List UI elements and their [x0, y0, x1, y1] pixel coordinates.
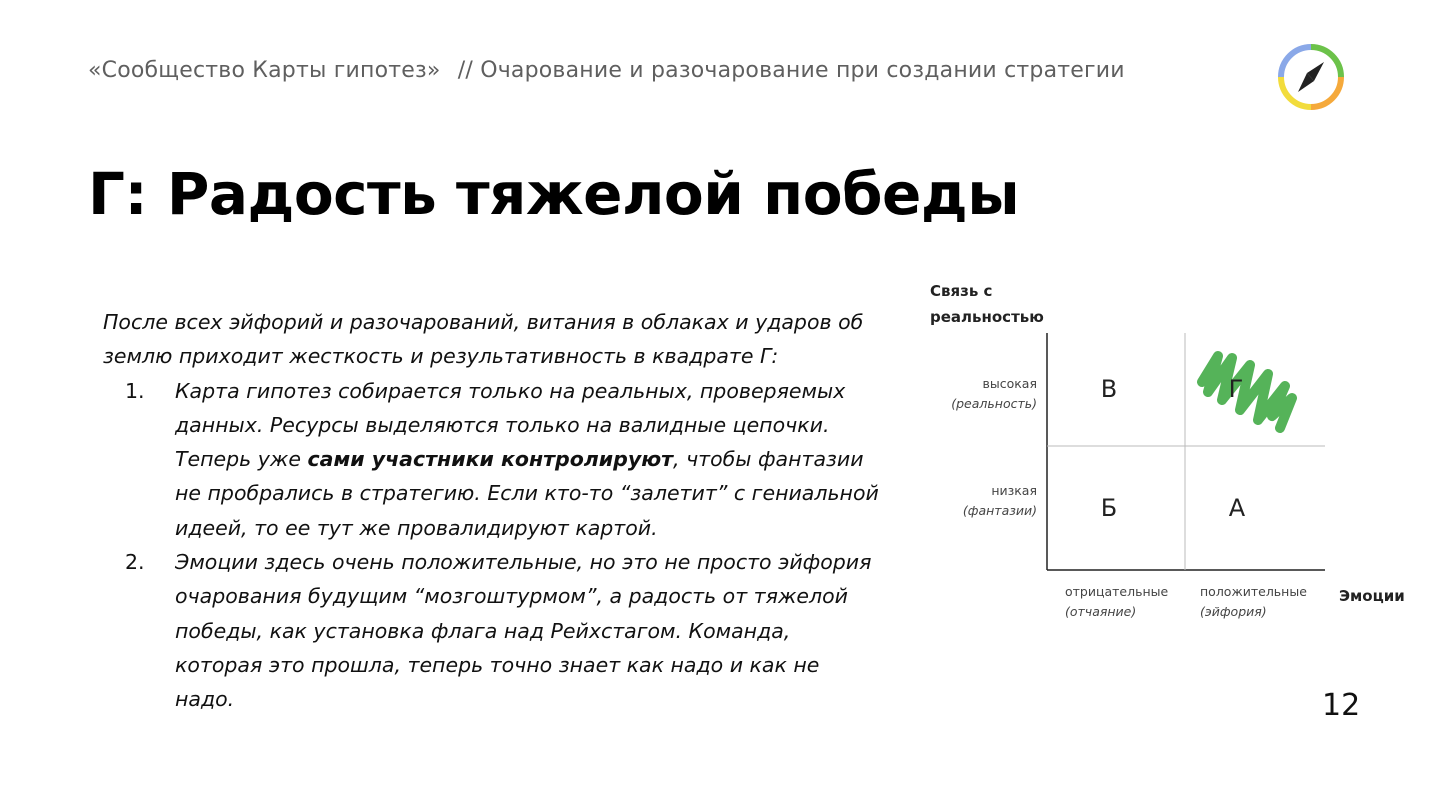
row-label-low: низкая — [991, 483, 1037, 498]
quadrant-v-label: В — [1100, 375, 1118, 403]
page-number: 12 — [1322, 688, 1361, 723]
slide-title: Г: Радость тяжелой победы — [88, 160, 1020, 228]
list-number: 2. — [125, 550, 145, 575]
row-label-high: высокая — [982, 376, 1037, 391]
column-sublabel-negative: (отчаяние) — [1065, 604, 1137, 619]
quadrant-matrix — [900, 270, 1420, 630]
list-number: 1. — [125, 378, 145, 403]
list-text: Эмоции здесь очень положительные, но это не просто эйфория очарования будущим “мозгоштурмом”, а радость от тяжелой победы, как установка флага над Рейхстагом. Команда, которая это прошла, теперь точно знает как надо и как не надо. — [175, 550, 872, 712]
row-sublabel-high: (реальность) — [951, 396, 1037, 411]
intro-paragraph: После всех эйфорий и разочарований, витания в облаках и ударов об землю приходит жесткость и результативность в квадрате Г: — [103, 310, 864, 369]
list-item — [103, 374, 883, 545]
body-text — [103, 305, 883, 717]
quadrant-g-label: Г — [1228, 375, 1244, 403]
compass-icon — [1278, 44, 1344, 110]
topic-name: Очарование и разочарование при создании стратегии — [480, 58, 1125, 83]
y-axis-title: реальностью — [930, 308, 1044, 326]
header-separator: // — [457, 58, 473, 83]
row-sublabel-low: (фантазии) — [962, 503, 1037, 518]
y-axis-title: Связь с — [930, 282, 993, 300]
column-sublabel-positive: (эйфория) — [1200, 604, 1267, 619]
list-text: Карта гипотез собирается только на реальных, проверяемых данных. Ресурсы выделяются только на валидные цепочки. Теперь уже — [175, 378, 846, 472]
list-text: , чтобы фантазии не пробрались в стратегию. Если кто-то “залетит” с гениальной идеей, то ее тут же провалидируют картой. — [175, 447, 879, 540]
list-item — [103, 545, 883, 716]
list-bold-text: сами участники контролируют — [307, 447, 674, 472]
scribble-highlight — [1202, 356, 1292, 428]
quadrant-a-label: А — [1228, 494, 1246, 522]
x-axis-title: Эмоции — [1339, 587, 1405, 605]
quadrant-b-label: Б — [1100, 494, 1118, 522]
slide-header — [88, 58, 1125, 83]
points-list — [103, 374, 883, 717]
column-label-negative: отрицательные — [1065, 584, 1169, 599]
community-name: «Сообщество Карты гипотез» — [88, 58, 441, 83]
column-label-positive: положительные — [1200, 584, 1307, 599]
